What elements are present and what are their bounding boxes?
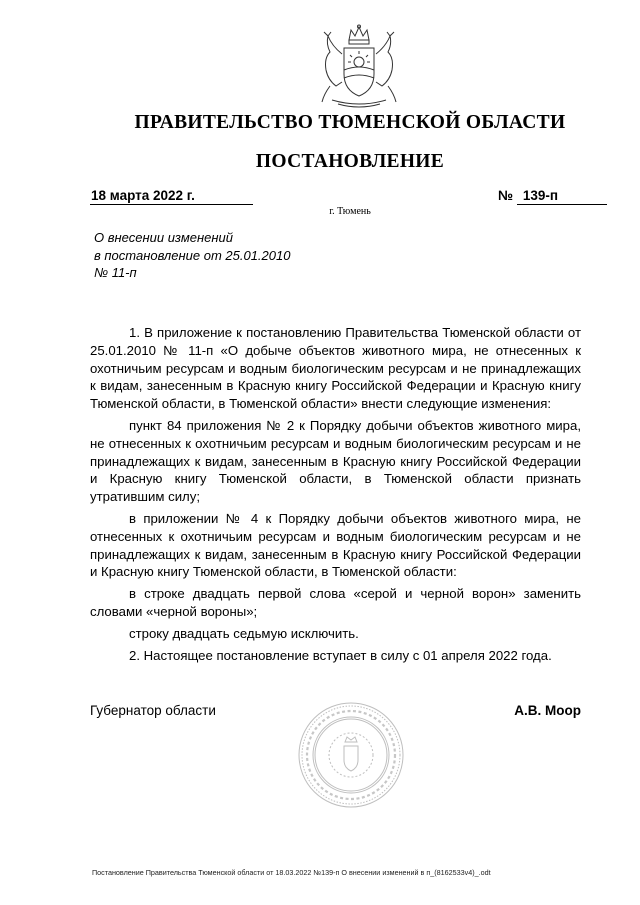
subject-line: в постановление от 25.01.2010 (94, 247, 291, 263)
document-type: ПОСТАНОВЛЕНИЕ (255, 151, 445, 172)
signer-position: Губернатор области (90, 703, 216, 718)
city: г. Тюмень (329, 206, 371, 217)
body-paragraph: пункт 84 приложения № 2 к Порядку добычи объектов животного мира, не отнесенных к охотничьим ресурсам и водным биологическим ресурсам и не принадлежащих к видам, занесенным в Красную книгу Российской Федерации и Красную книгу Тюменской области, в Тюменской области признать утратившим силу; (90, 417, 581, 505)
body-paragraph: в строке двадцать первой слова «серой и черной ворон» заменить словами «черной вороны»; (90, 586, 581, 619)
document-number (498, 188, 607, 205)
official-seal-icon (296, 700, 406, 810)
body-paragraph: 2. Настоящее постановление вступает в силу с 01 апреля 2022 года. (129, 647, 552, 663)
body-paragraph: в приложении № 4 к Порядку добычи объектов животного мира, не отнесенных к охотничьим ресурсам и водным биологическим ресурсам и не принадлежащих к видам, занесенным в Красную книгу Российской Федерации и Красную книгу Тюменской области, в Тюменской области: (90, 510, 581, 580)
document-date: 18 марта 2022 г. (90, 188, 253, 205)
document-footer: Постановление Правительства Тюменской области от 18.03.2022 №139-п О внесении изменений в п_(8162533v4)_.odt (92, 868, 491, 877)
body-paragraph: 1. В приложение к постановлению Правительства Тюменской области от 25.01.2010 № 11-п «О добыче объектов животного мира, не отнесенных к охотничьим ресурсам и водным биологическим ресурсам и не принадлежащих к видам, занесенным в Красную книгу Российской Федерации и Красную книгу Тюменской области, в Тюменской области» внести следующие изменения: (90, 325, 581, 412)
document-subject (94, 229, 290, 282)
government-title: ПРАВИТЕЛЬСТВО ТЮМЕНСКОЙ ОБЛАСТИ (134, 112, 566, 133)
signer-name: А.В. Моор (514, 703, 581, 718)
subject-line: О внесении изменений (94, 230, 233, 245)
number-value: 139-п (517, 188, 607, 205)
document-body (90, 324, 581, 668)
coat-of-arms-icon (318, 24, 400, 108)
subject-line: № 11-п (94, 265, 137, 280)
body-paragraph: строку двадцать седьмую исключить. (129, 625, 359, 641)
number-sign: № (498, 188, 514, 203)
